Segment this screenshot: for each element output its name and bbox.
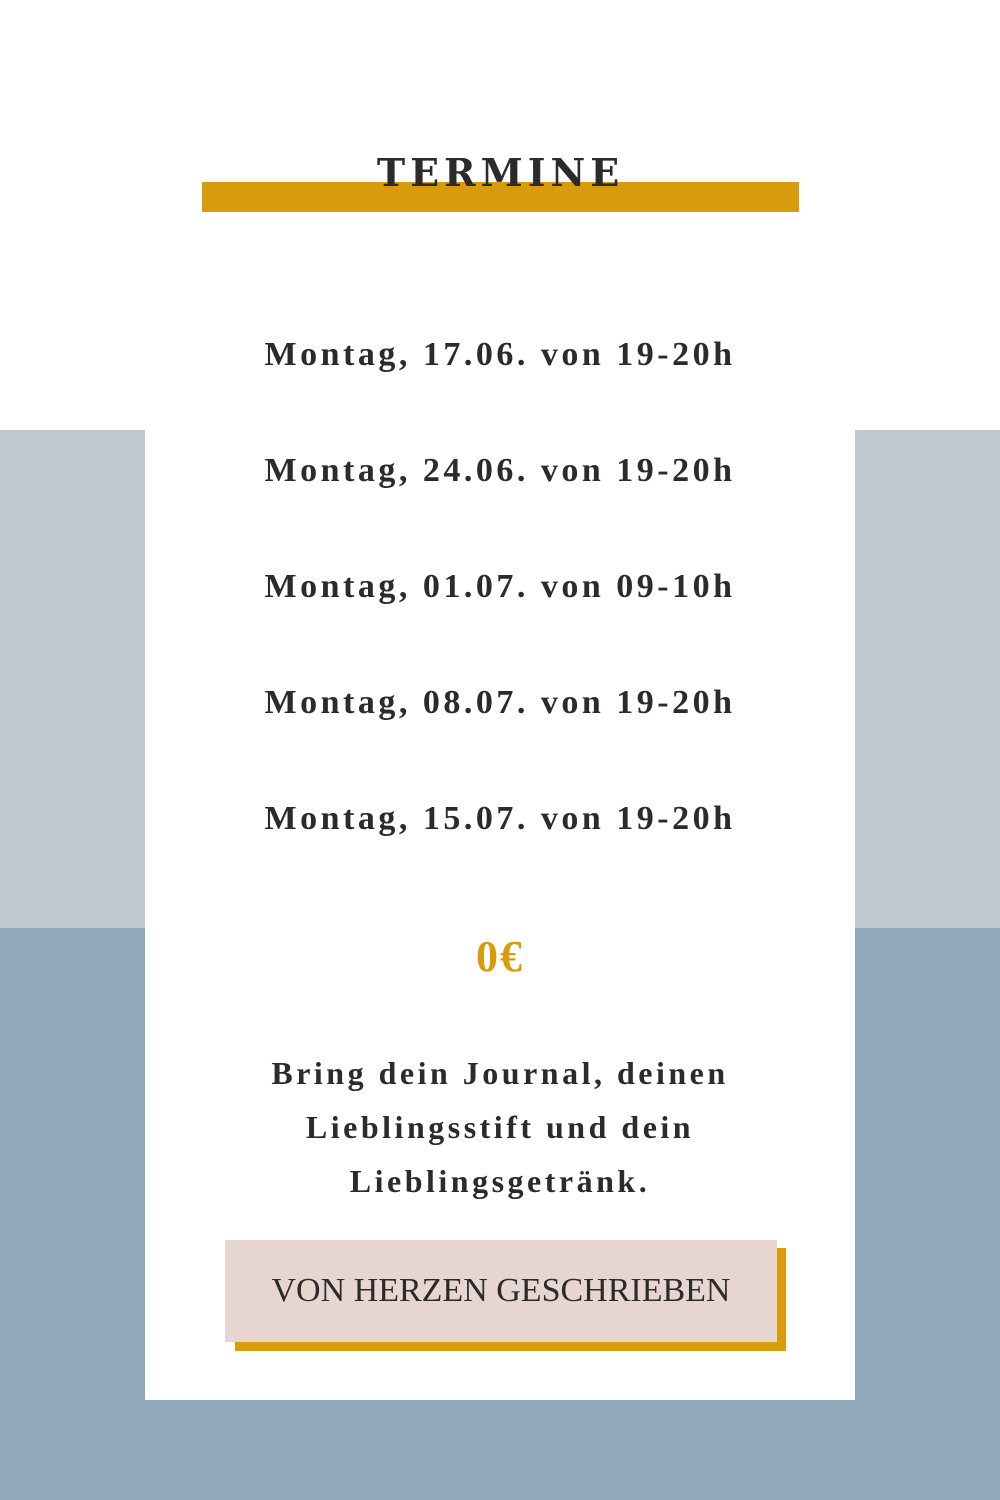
price-label: 0€	[476, 932, 524, 981]
date-item: Montag, 08.07. von 19-20h	[264, 684, 736, 721]
bring-along-note	[200, 1046, 800, 1208]
date-item: Montag, 01.07. von 09-10h	[264, 568, 736, 605]
von-herzen-geschrieben-button[interactable]: VON HERZEN GESCHRIEBEN	[225, 1240, 777, 1342]
date-item: Montag, 15.07. von 19-20h	[264, 800, 736, 837]
note-line: Lieblingsgetränk.	[349, 1163, 651, 1199]
date-item: Montag, 17.06. von 19-20h	[264, 336, 736, 373]
date-list	[145, 330, 855, 910]
page-title: TERMINE	[376, 150, 625, 195]
note-line: Bring dein Journal, deinen	[271, 1055, 729, 1091]
date-item: Montag, 24.06. von 19-20h	[264, 452, 736, 489]
section-heading	[202, 140, 799, 215]
note-line: Lieblingsstift und dein	[305, 1109, 695, 1145]
